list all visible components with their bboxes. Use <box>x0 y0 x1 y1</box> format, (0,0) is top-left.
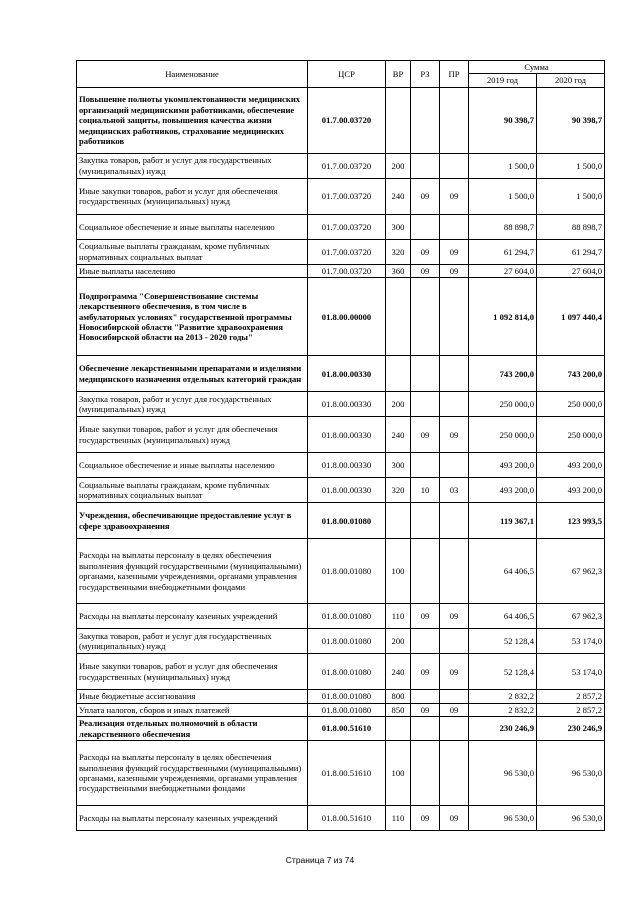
row-sum-2019: 743 200,0 <box>469 356 537 392</box>
row-vr: 200 <box>386 629 411 654</box>
row-pr <box>440 690 469 703</box>
row-rz <box>411 539 440 604</box>
row-pr <box>440 392 469 417</box>
row-rz <box>411 278 440 356</box>
row-pr <box>440 741 469 806</box>
row-csr: 01.7.00.03720 <box>308 264 386 277</box>
row-sum-2019: 2 832,2 <box>469 703 537 716</box>
table-row <box>77 392 605 417</box>
row-sum-2019: 64 406,5 <box>469 539 537 604</box>
table-row <box>77 741 605 806</box>
row-sum-2019: 1 500,0 <box>469 178 537 214</box>
row-vr: 850 <box>386 703 411 716</box>
row-vr: 200 <box>386 392 411 417</box>
row-vr: 300 <box>386 214 411 239</box>
table-row <box>77 153 605 178</box>
row-sum-2019: 52 128,4 <box>469 629 537 654</box>
row-sum-2020: 53 174,0 <box>537 629 605 654</box>
row-rz <box>411 153 440 178</box>
row-sum-2020: 1 097 440,4 <box>537 278 605 356</box>
row-vr <box>386 87 411 153</box>
table-body <box>77 87 605 830</box>
row-csr: 01.8.00.00330 <box>308 417 386 453</box>
row-sum-2020: 230 246,9 <box>537 717 605 741</box>
table-row <box>77 717 605 741</box>
table-row <box>77 654 605 690</box>
row-pr: 09 <box>440 417 469 453</box>
row-pr <box>440 629 469 654</box>
header-rz: РЗ <box>411 61 440 88</box>
header-pr: ПР <box>440 61 469 88</box>
table-row <box>77 703 605 716</box>
row-csr: 01.8.00.00330 <box>308 453 386 478</box>
row-sum-2019: 230 246,9 <box>469 717 537 741</box>
row-csr: 01.8.00.01080 <box>308 503 386 539</box>
row-pr: 09 <box>440 654 469 690</box>
row-name: Уплата налогов, сборов и иных платежей <box>77 703 308 716</box>
row-csr: 01.8.00.01080 <box>308 690 386 703</box>
row-name: Расходы на выплаты персоналу в целях обеспечения выполнения функций государственными (муниципальными) органами, казенными учреждениями, органами управления государственными внебюджетными фондами <box>77 539 308 604</box>
row-vr: 300 <box>386 453 411 478</box>
row-sum-2019: 88 898,7 <box>469 214 537 239</box>
row-name: Учреждения, обеспечивающие предоставление услуг в сфере здравоохранения <box>77 503 308 539</box>
row-sum-2019: 250 000,0 <box>469 392 537 417</box>
header-name: Наименование <box>77 61 308 88</box>
table-row <box>77 539 605 604</box>
row-name: Социальное обеспечение и иные выплаты населению <box>77 214 308 239</box>
row-pr: 09 <box>440 806 469 831</box>
row-rz: 09 <box>411 264 440 277</box>
row-rz: 09 <box>411 604 440 629</box>
row-csr: 01.8.00.51610 <box>308 741 386 806</box>
row-sum-2019: 96 530,0 <box>469 741 537 806</box>
row-vr: 800 <box>386 690 411 703</box>
row-pr <box>440 539 469 604</box>
row-name: Закупка товаров, работ и услуг для государственных (муниципальных) нужд <box>77 392 308 417</box>
row-csr: 01.8.00.01080 <box>308 654 386 690</box>
row-pr <box>440 214 469 239</box>
row-csr: 01.7.00.03720 <box>308 214 386 239</box>
table-row <box>77 478 605 503</box>
row-rz: 09 <box>411 703 440 716</box>
row-sum-2020: 743 200,0 <box>537 356 605 392</box>
row-sum-2019: 1 500,0 <box>469 153 537 178</box>
row-pr <box>440 87 469 153</box>
header-vr: ВР <box>386 61 411 88</box>
row-rz: 09 <box>411 178 440 214</box>
row-rz: 10 <box>411 478 440 503</box>
row-sum-2019: 90 398,7 <box>469 87 537 153</box>
row-rz: 09 <box>411 654 440 690</box>
row-rz <box>411 214 440 239</box>
row-name: Реализация отдельных полномочий в области лекарственного обеспечения <box>77 717 308 741</box>
row-vr: 320 <box>386 478 411 503</box>
row-rz <box>411 453 440 478</box>
row-csr: 01.8.00.00330 <box>308 478 386 503</box>
row-sum-2020: 67 962,3 <box>537 539 605 604</box>
row-pr: 09 <box>440 604 469 629</box>
row-rz <box>411 717 440 741</box>
row-name: Подпрограмма "Совершенствование системы лекарственного обеспечения, в том числе в амбулаторных условиях" государственной программы Новосибирской области "Развитие здравоохранения Новосибирской области на 2013 - 2020 годы" <box>77 278 308 356</box>
row-sum-2019: 52 128,4 <box>469 654 537 690</box>
row-sum-2020: 250 000,0 <box>537 417 605 453</box>
row-csr: 01.8.00.00000 <box>308 278 386 356</box>
table-row <box>77 278 605 356</box>
row-csr: 01.8.00.00330 <box>308 392 386 417</box>
row-vr <box>386 278 411 356</box>
table-row <box>77 264 605 277</box>
header-csr: ЦСР <box>308 61 386 88</box>
row-vr: 110 <box>386 806 411 831</box>
row-pr <box>440 356 469 392</box>
row-rz <box>411 690 440 703</box>
row-name: Иные бюджетные ассигнования <box>77 690 308 703</box>
row-sum-2020: 67 962,3 <box>537 604 605 629</box>
row-rz <box>411 87 440 153</box>
row-vr: 200 <box>386 153 411 178</box>
table-row <box>77 503 605 539</box>
row-name: Социальное обеспечение и иные выплаты населению <box>77 453 308 478</box>
row-pr <box>440 717 469 741</box>
row-csr: 01.8.00.00330 <box>308 356 386 392</box>
row-sum-2020: 61 294,7 <box>537 239 605 264</box>
row-csr: 01.8.00.01080 <box>308 629 386 654</box>
row-csr: 01.7.00.03720 <box>308 178 386 214</box>
row-sum-2019: 2 832,2 <box>469 690 537 703</box>
table-row <box>77 629 605 654</box>
row-csr: 01.7.00.03720 <box>308 87 386 153</box>
row-sum-2019: 250 000,0 <box>469 417 537 453</box>
row-pr <box>440 503 469 539</box>
row-rz: 09 <box>411 417 440 453</box>
row-sum-2019: 1 092 814,0 <box>469 278 537 356</box>
row-rz <box>411 741 440 806</box>
row-name: Иные выплаты населению <box>77 264 308 277</box>
row-vr: 240 <box>386 417 411 453</box>
row-sum-2020: 2 857,2 <box>537 690 605 703</box>
row-sum-2020: 1 500,0 <box>537 153 605 178</box>
table-row <box>77 453 605 478</box>
row-vr: 100 <box>386 741 411 806</box>
row-rz <box>411 503 440 539</box>
row-name: Закупка товаров, работ и услуг для государственных (муниципальных) нужд <box>77 153 308 178</box>
table-row <box>77 239 605 264</box>
row-sum-2019: 119 367,1 <box>469 503 537 539</box>
row-sum-2020: 250 000,0 <box>537 392 605 417</box>
table-row <box>77 690 605 703</box>
row-vr: 240 <box>386 654 411 690</box>
row-sum-2020: 88 898,7 <box>537 214 605 239</box>
table-row <box>77 356 605 392</box>
row-sum-2019: 27 604,0 <box>469 264 537 277</box>
row-rz <box>411 629 440 654</box>
row-vr: 100 <box>386 539 411 604</box>
row-csr: 01.7.00.03720 <box>308 239 386 264</box>
row-vr: 320 <box>386 239 411 264</box>
row-pr <box>440 278 469 356</box>
row-vr: 360 <box>386 264 411 277</box>
header-2019: 2019 год <box>469 74 537 87</box>
row-pr <box>440 153 469 178</box>
row-name: Социальные выплаты гражданам, кроме публичных нормативных социальных выплат <box>77 478 308 503</box>
row-rz <box>411 356 440 392</box>
row-name: Иные закупки товаров, работ и услуг для обеспечения государственных (муниципальных) нужд <box>77 417 308 453</box>
row-name: Расходы на выплаты персоналу в целях обеспечения выполнения функций государственными (муниципальными) органами, казенными учреждениями, органами управления государственными внебюджетными фондами <box>77 741 308 806</box>
row-sum-2020: 493 200,0 <box>537 478 605 503</box>
budget-table <box>76 60 605 831</box>
row-csr: 01.8.00.51610 <box>308 806 386 831</box>
row-rz: 09 <box>411 239 440 264</box>
row-sum-2020: 493 200,0 <box>537 453 605 478</box>
row-name: Обеспечение лекарственными препаратами и изделиями медицинского назначения отдельных категорий граждан <box>77 356 308 392</box>
row-rz <box>411 392 440 417</box>
table-header <box>77 61 605 88</box>
row-sum-2020: 2 857,2 <box>537 703 605 716</box>
page-number: Страница 7 из 74 <box>285 855 355 865</box>
row-sum-2020: 96 530,0 <box>537 806 605 831</box>
row-name: Повышение полноты укомплектованности медицинских организаций медицинскими работниками, обеспечение социальной защиты, повышения качества жизни медицинских работников, страхование медицинских работников <box>77 87 308 153</box>
row-pr: 09 <box>440 703 469 716</box>
row-pr: 09 <box>440 239 469 264</box>
row-pr <box>440 453 469 478</box>
row-rz: 09 <box>411 806 440 831</box>
row-sum-2019: 493 200,0 <box>469 478 537 503</box>
table-row <box>77 604 605 629</box>
row-name: Социальные выплаты гражданам, кроме публичных нормативных социальных выплат <box>77 239 308 264</box>
row-sum-2020: 1 500,0 <box>537 178 605 214</box>
row-csr: 01.8.00.51610 <box>308 717 386 741</box>
row-sum-2020: 90 398,7 <box>537 87 605 153</box>
row-name: Расходы на выплаты персоналу казенных учреждений <box>77 604 308 629</box>
row-name: Иные закупки товаров, работ и услуг для обеспечения государственных (муниципальных) нужд <box>77 654 308 690</box>
header-2020: 2020 год <box>537 74 605 87</box>
budget-table-container <box>76 60 604 831</box>
row-name: Иные закупки товаров, работ и услуг для обеспечения государственных (муниципальных) нужд <box>77 178 308 214</box>
row-vr: 110 <box>386 604 411 629</box>
row-sum-2019: 64 406,5 <box>469 604 537 629</box>
header-sum: Сумма <box>469 61 605 74</box>
row-vr <box>386 717 411 741</box>
row-sum-2020: 96 530,0 <box>537 741 605 806</box>
row-sum-2020: 53 174,0 <box>537 654 605 690</box>
row-sum-2020: 123 993,5 <box>537 503 605 539</box>
row-pr: 09 <box>440 264 469 277</box>
row-vr <box>386 503 411 539</box>
row-csr: 01.8.00.01080 <box>308 539 386 604</box>
row-sum-2019: 96 530,0 <box>469 806 537 831</box>
row-csr: 01.8.00.01080 <box>308 703 386 716</box>
row-sum-2019: 61 294,7 <box>469 239 537 264</box>
row-name: Закупка товаров, работ и услуг для государственных (муниципальных) нужд <box>77 629 308 654</box>
table-row <box>77 178 605 214</box>
row-pr: 03 <box>440 478 469 503</box>
row-csr: 01.7.00.03720 <box>308 153 386 178</box>
table-row <box>77 417 605 453</box>
table-row <box>77 214 605 239</box>
row-sum-2020: 27 604,0 <box>537 264 605 277</box>
row-sum-2019: 493 200,0 <box>469 453 537 478</box>
table-row <box>77 87 605 153</box>
row-name: Расходы на выплаты персоналу казенных учреждений <box>77 806 308 831</box>
row-csr: 01.8.00.01080 <box>308 604 386 629</box>
row-vr: 240 <box>386 178 411 214</box>
row-vr <box>386 356 411 392</box>
table-row <box>77 806 605 831</box>
row-pr: 09 <box>440 178 469 214</box>
